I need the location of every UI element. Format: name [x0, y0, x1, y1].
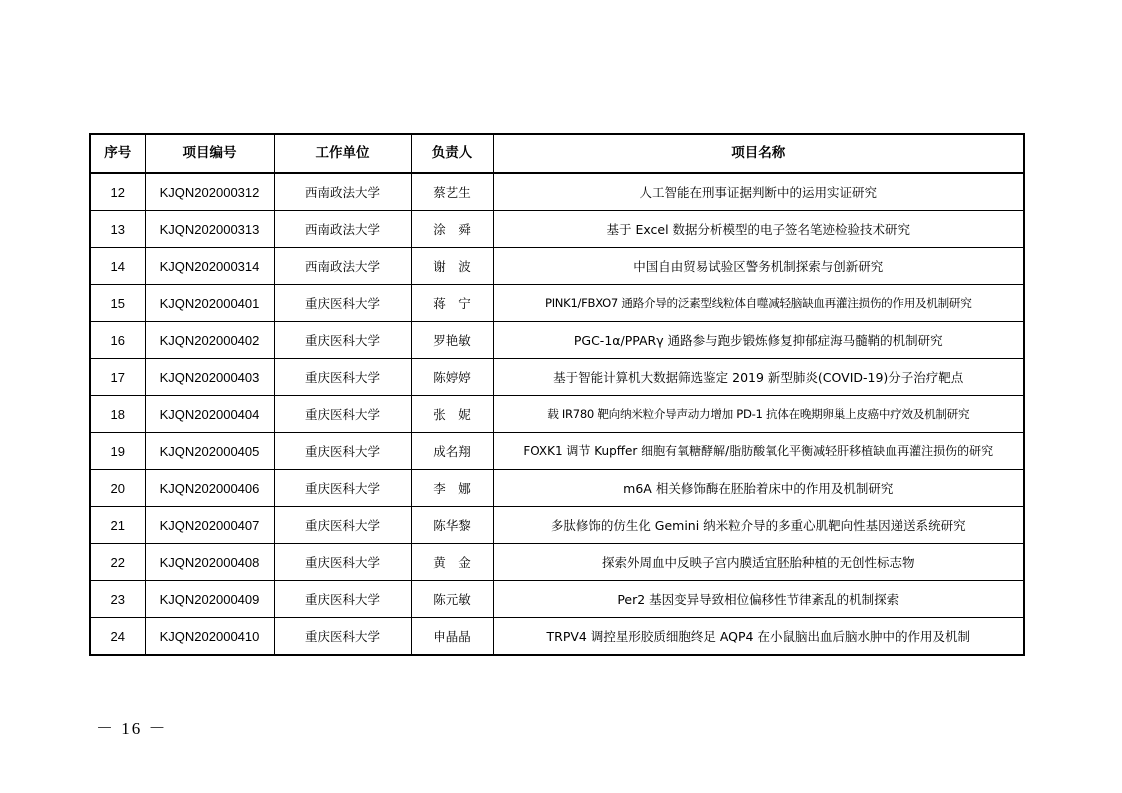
table-header-row — [90, 134, 1024, 173]
cell-leader: 申晶晶 — [411, 618, 493, 656]
table-row — [90, 470, 1024, 507]
cell-unit: 重庆医科大学 — [274, 359, 411, 396]
cell-unit: 重庆医科大学 — [274, 581, 411, 618]
table-row — [90, 507, 1024, 544]
cell-name: 载 IR780 靶向纳米粒介导声动力增加 PD-1 抗体在晚期卵巢上皮癌中疗效及机制研究 — [493, 396, 1024, 433]
cell-unit: 重庆医科大学 — [274, 396, 411, 433]
cell-code: KJQN202000312 — [145, 173, 274, 211]
table-row — [90, 211, 1024, 248]
cell-index: 16 — [90, 322, 145, 359]
table-row — [90, 173, 1024, 211]
cell-code: KJQN202000409 — [145, 581, 274, 618]
cell-index: 22 — [90, 544, 145, 581]
cell-leader: 蔡艺生 — [411, 173, 493, 211]
table-row — [90, 581, 1024, 618]
cell-name: PGC-1α/PPARγ 通路参与跑步锻炼修复抑郁症海马髓鞘的机制研究 — [493, 322, 1024, 359]
cell-leader: 黄 金 — [411, 544, 493, 581]
cell-unit: 重庆医科大学 — [274, 433, 411, 470]
table-row — [90, 433, 1024, 470]
cell-leader: 罗艳敏 — [411, 322, 493, 359]
cell-leader: 陈元敏 — [411, 581, 493, 618]
cell-leader: 成名翔 — [411, 433, 493, 470]
table-row — [90, 248, 1024, 285]
cell-name: m6A 相关修饰酶在胚胎着床中的作用及机制研究 — [493, 470, 1024, 507]
cell-index: 12 — [90, 173, 145, 211]
cell-leader: 张 妮 — [411, 396, 493, 433]
header-code: 项目编号 — [145, 134, 274, 173]
cell-index: 14 — [90, 248, 145, 285]
cell-code: KJQN202000403 — [145, 359, 274, 396]
cell-leader: 蒋 宁 — [411, 285, 493, 322]
cell-code: KJQN202000314 — [145, 248, 274, 285]
cell-leader: 陈华黎 — [411, 507, 493, 544]
cell-unit: 重庆医科大学 — [274, 544, 411, 581]
cell-name: TRPV4 调控星形胶质细胞终足 AQP4 在小鼠脑出血后脑水肿中的作用及机制 — [493, 618, 1024, 656]
cell-unit: 西南政法大学 — [274, 173, 411, 211]
cell-index: 17 — [90, 359, 145, 396]
cell-index: 24 — [90, 618, 145, 656]
cell-code: KJQN202000402 — [145, 322, 274, 359]
cell-code: KJQN202000408 — [145, 544, 274, 581]
cell-name: 中国自由贸易试验区警务机制探索与创新研究 — [493, 248, 1024, 285]
cell-unit: 重庆医科大学 — [274, 507, 411, 544]
header-unit: 工作单位 — [274, 134, 411, 173]
cell-code: KJQN202000406 — [145, 470, 274, 507]
cell-name: 基于 Excel 数据分析模型的电子签名笔迹检验技术研究 — [493, 211, 1024, 248]
cell-unit: 西南政法大学 — [274, 248, 411, 285]
cell-unit: 重庆医科大学 — [274, 618, 411, 656]
cell-index: 20 — [90, 470, 145, 507]
cell-index: 21 — [90, 507, 145, 544]
cell-leader: 李 娜 — [411, 470, 493, 507]
cell-name: 探索外周血中反映子宫内膜适宜胚胎种植的无创性标志物 — [493, 544, 1024, 581]
cell-name: Per2 基因变异导致相位偏移性节律紊乱的机制探索 — [493, 581, 1024, 618]
table-row — [90, 396, 1024, 433]
table-row — [90, 618, 1024, 656]
cell-unit: 重庆医科大学 — [274, 285, 411, 322]
table-row — [90, 285, 1024, 322]
cell-leader: 陈婷婷 — [411, 359, 493, 396]
cell-index: 13 — [90, 211, 145, 248]
cell-name: 人工智能在刑事证据判断中的运用实证研究 — [493, 173, 1024, 211]
cell-unit: 重庆医科大学 — [274, 470, 411, 507]
page-number: － 16 － — [96, 719, 168, 738]
cell-code: KJQN202000313 — [145, 211, 274, 248]
cell-index: 18 — [90, 396, 145, 433]
cell-name: 多肽修饰的仿生化 Gemini 纳米粒介导的多重心肌靶向性基因递送系统研究 — [493, 507, 1024, 544]
table-row — [90, 359, 1024, 396]
header-leader: 负责人 — [411, 134, 493, 173]
cell-name: FOXK1 调节 Kupffer 细胞有氧糖酵解/脂肪酸氧化平衡减轻肝移植缺血再灌注损伤的研究 — [493, 433, 1024, 470]
cell-leader: 涂 舜 — [411, 211, 493, 248]
cell-code: KJQN202000410 — [145, 618, 274, 656]
cell-unit: 西南政法大学 — [274, 211, 411, 248]
table-row — [90, 322, 1024, 359]
cell-name: PINK1/FBXO7 通路介导的泛素型线粒体自噬减轻脑缺血再灌注损伤的作用及机制研究 — [493, 285, 1024, 322]
cell-index: 23 — [90, 581, 145, 618]
cell-code: KJQN202000404 — [145, 396, 274, 433]
table-row — [90, 544, 1024, 581]
cell-leader: 谢 波 — [411, 248, 493, 285]
header-name: 项目名称 — [493, 134, 1024, 173]
cell-index: 19 — [90, 433, 145, 470]
cell-name: 基于智能计算机大数据筛选鉴定 2019 新型肺炎(COVID-19)分子治疗靶点 — [493, 359, 1024, 396]
cell-code: KJQN202000405 — [145, 433, 274, 470]
cell-code: KJQN202000407 — [145, 507, 274, 544]
cell-index: 15 — [90, 285, 145, 322]
cell-unit: 重庆医科大学 — [274, 322, 411, 359]
project-table — [89, 133, 1025, 656]
cell-code: KJQN202000401 — [145, 285, 274, 322]
header-index: 序号 — [90, 134, 145, 173]
